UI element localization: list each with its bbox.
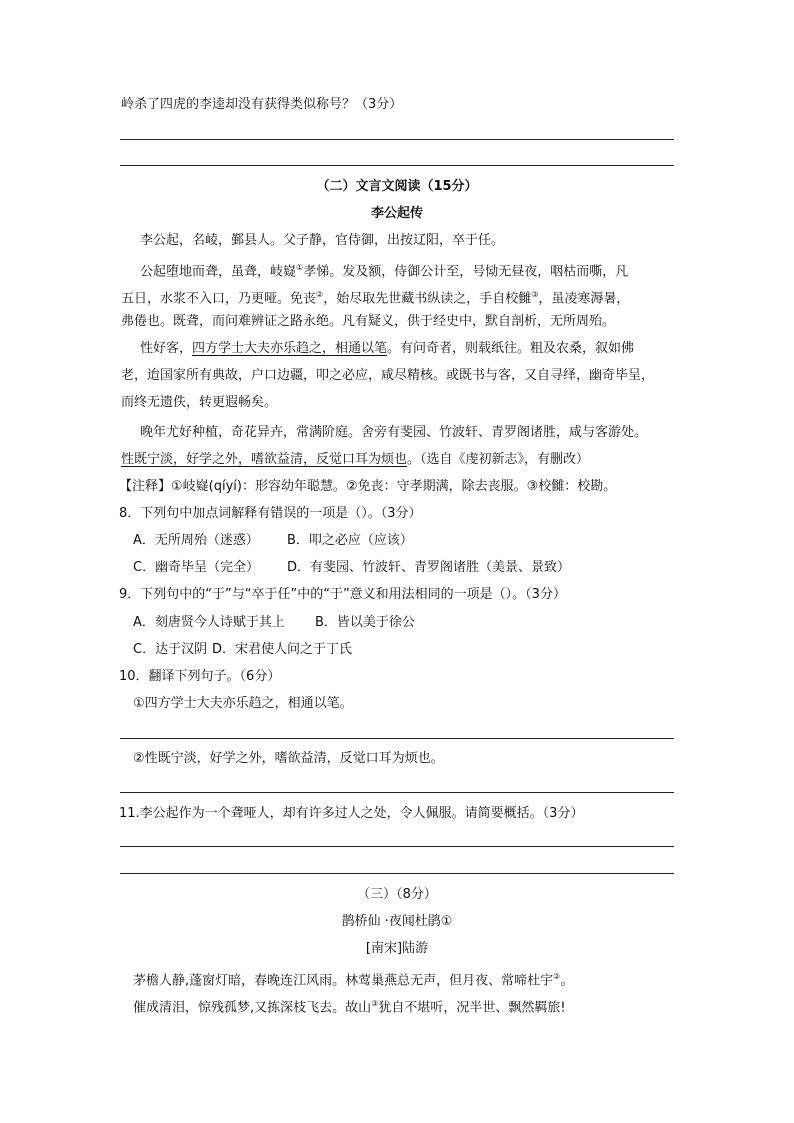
- underlined-sentence-2: 性既宁淡，好学之外，嗜欲益清，反觉口耳为烦也: [121, 452, 408, 467]
- question-7-tail: 岭杀了四虎的李逵却没有获得类似称号？（3分）: [121, 97, 403, 112]
- passage-paragraph-4-line-2: 性既宁淡，好学之外，嗜欲益清，反觉口耳为烦也。（选自《虔初新志》，有删改）: [121, 452, 590, 467]
- footnote-marker: ②: [553, 972, 561, 981]
- question-8-option-c: C．幽奇毕呈（完全）: [133, 560, 260, 575]
- footnote-marker: ②: [316, 290, 324, 299]
- footnote-marker: ①: [296, 263, 304, 272]
- question-8-option-a: A．无所周殆（迷惑）: [133, 533, 259, 548]
- question-9-option-a: A．刻唐贤今人诗赋于其上: [133, 615, 285, 630]
- passage-paragraph-3-line-2: 老，迨国家所有典故，户口边疆，叩之必应，咸尽精核。或既书与客，又自寻绎，幽奇毕呈，: [121, 368, 655, 383]
- passage-paragraph-4-line-1: 晚年尤好种植，奇花异卉，常满阶庭。舍旁有斐园、竹波轩、青罗阁诸胜，咸与客游处。: [140, 425, 648, 440]
- section-2-heading: （二）文言文阅读（15分）: [316, 179, 478, 194]
- question-8-option-b: B．叩之必应（应该）: [287, 533, 413, 548]
- footnote-marker: ③: [371, 999, 379, 1008]
- passage-paragraph-3-line-3: 而终无遗佚，转更遐畅矣。: [121, 395, 278, 410]
- poem-title: 鹊桥仙 ·夜闻杜鹃①: [341, 914, 453, 929]
- poem-line-1: 茅檐人静,蓬窗灯暗，春晚连江风雨。林莺巢燕总无声，但月夜、常啼杜宇②。: [133, 972, 574, 989]
- poem-line-2: 催成清泪，惊残孤梦,又拣深枝飞去。故山③犹自不堪听，况半世、飘然羁旅!: [133, 999, 566, 1016]
- passage-title: 李公起传: [370, 206, 423, 221]
- passage-paragraph-2-line-3: 弗倦也。既聋，而问难辨证之路永绝。凡有疑义，供于经史中，默自剖析，无所周殆。: [121, 314, 616, 329]
- question-9-option-c: C．达于汉阴: [133, 642, 208, 657]
- question-10-sentence-1: ①四方学士大夫亦乐趋之，相通以笔。: [133, 696, 353, 711]
- question-11-stem: 11.李公起作为一个聋哑人，却有许多过人之处，令人佩服。请简要概括。（3分）: [119, 806, 584, 821]
- answer-line: [120, 165, 674, 166]
- question-9-option-b: B．皆以美于徐公: [315, 615, 415, 630]
- question-10-stem: 10．翻译下列句子。（6分）: [119, 669, 281, 684]
- underlined-sentence-1: 四方学士大夫亦乐趋之，相通以笔: [192, 341, 388, 356]
- passage-paragraph-3-line-1: 性好客，四方学士大夫亦乐趋之，相通以笔。有问奇者，则载纸往。粗及农桑，叙如佛: [140, 341, 635, 356]
- question-8-option-d: D．有斐园、竹波轩、青罗阁诸胜（美景、景致）: [287, 560, 571, 575]
- annotation-notes: 【注释】①岐嶷(qíyí)：形容幼年聪慧。②免丧：守孝期满，除去丧服。③校雠：校勘。: [119, 479, 617, 494]
- section-3-heading: （三）（8分）: [357, 887, 437, 902]
- question-9-option-d: D．宋君使人问之于丁氏: [212, 642, 353, 657]
- answer-line: [120, 738, 674, 739]
- passage-paragraph-1: 李公起，名崚，鄞县人。父子静，官侍御，出按辽阳，卒于任。: [140, 233, 505, 248]
- question-10-sentence-2: ②性既宁淡，好学之外，嗜欲益清，反觉口耳为烦也。: [133, 751, 444, 766]
- question-9-stem: 9．下列句中的“于”与“卒于任”中的“于”意义和用法相同的一项是（）。（3分）: [119, 587, 566, 602]
- answer-line: [120, 873, 674, 874]
- question-8-stem: 8．下列句中加点词解释有错误的一项是（）。（3分）: [119, 506, 422, 521]
- passage-paragraph-2-line-1: 公起堕地而聋，虽聋，岐嶷①孝悌。发及额，侍御公计至，号恸无昼夜，咽枯而嘶，凡: [140, 263, 629, 280]
- footnote-marker: ③: [531, 290, 539, 299]
- answer-line: [120, 792, 674, 793]
- answer-line: [120, 139, 674, 140]
- answer-line: [120, 846, 674, 847]
- passage-paragraph-2-line-2: 五日，水浆不入口，乃更哑。免丧②，始尽取先世藏书纵读之，手自校雠③，虽凌寒溽暑，: [121, 290, 630, 307]
- poem-author: [南宋]陆游: [365, 941, 429, 956]
